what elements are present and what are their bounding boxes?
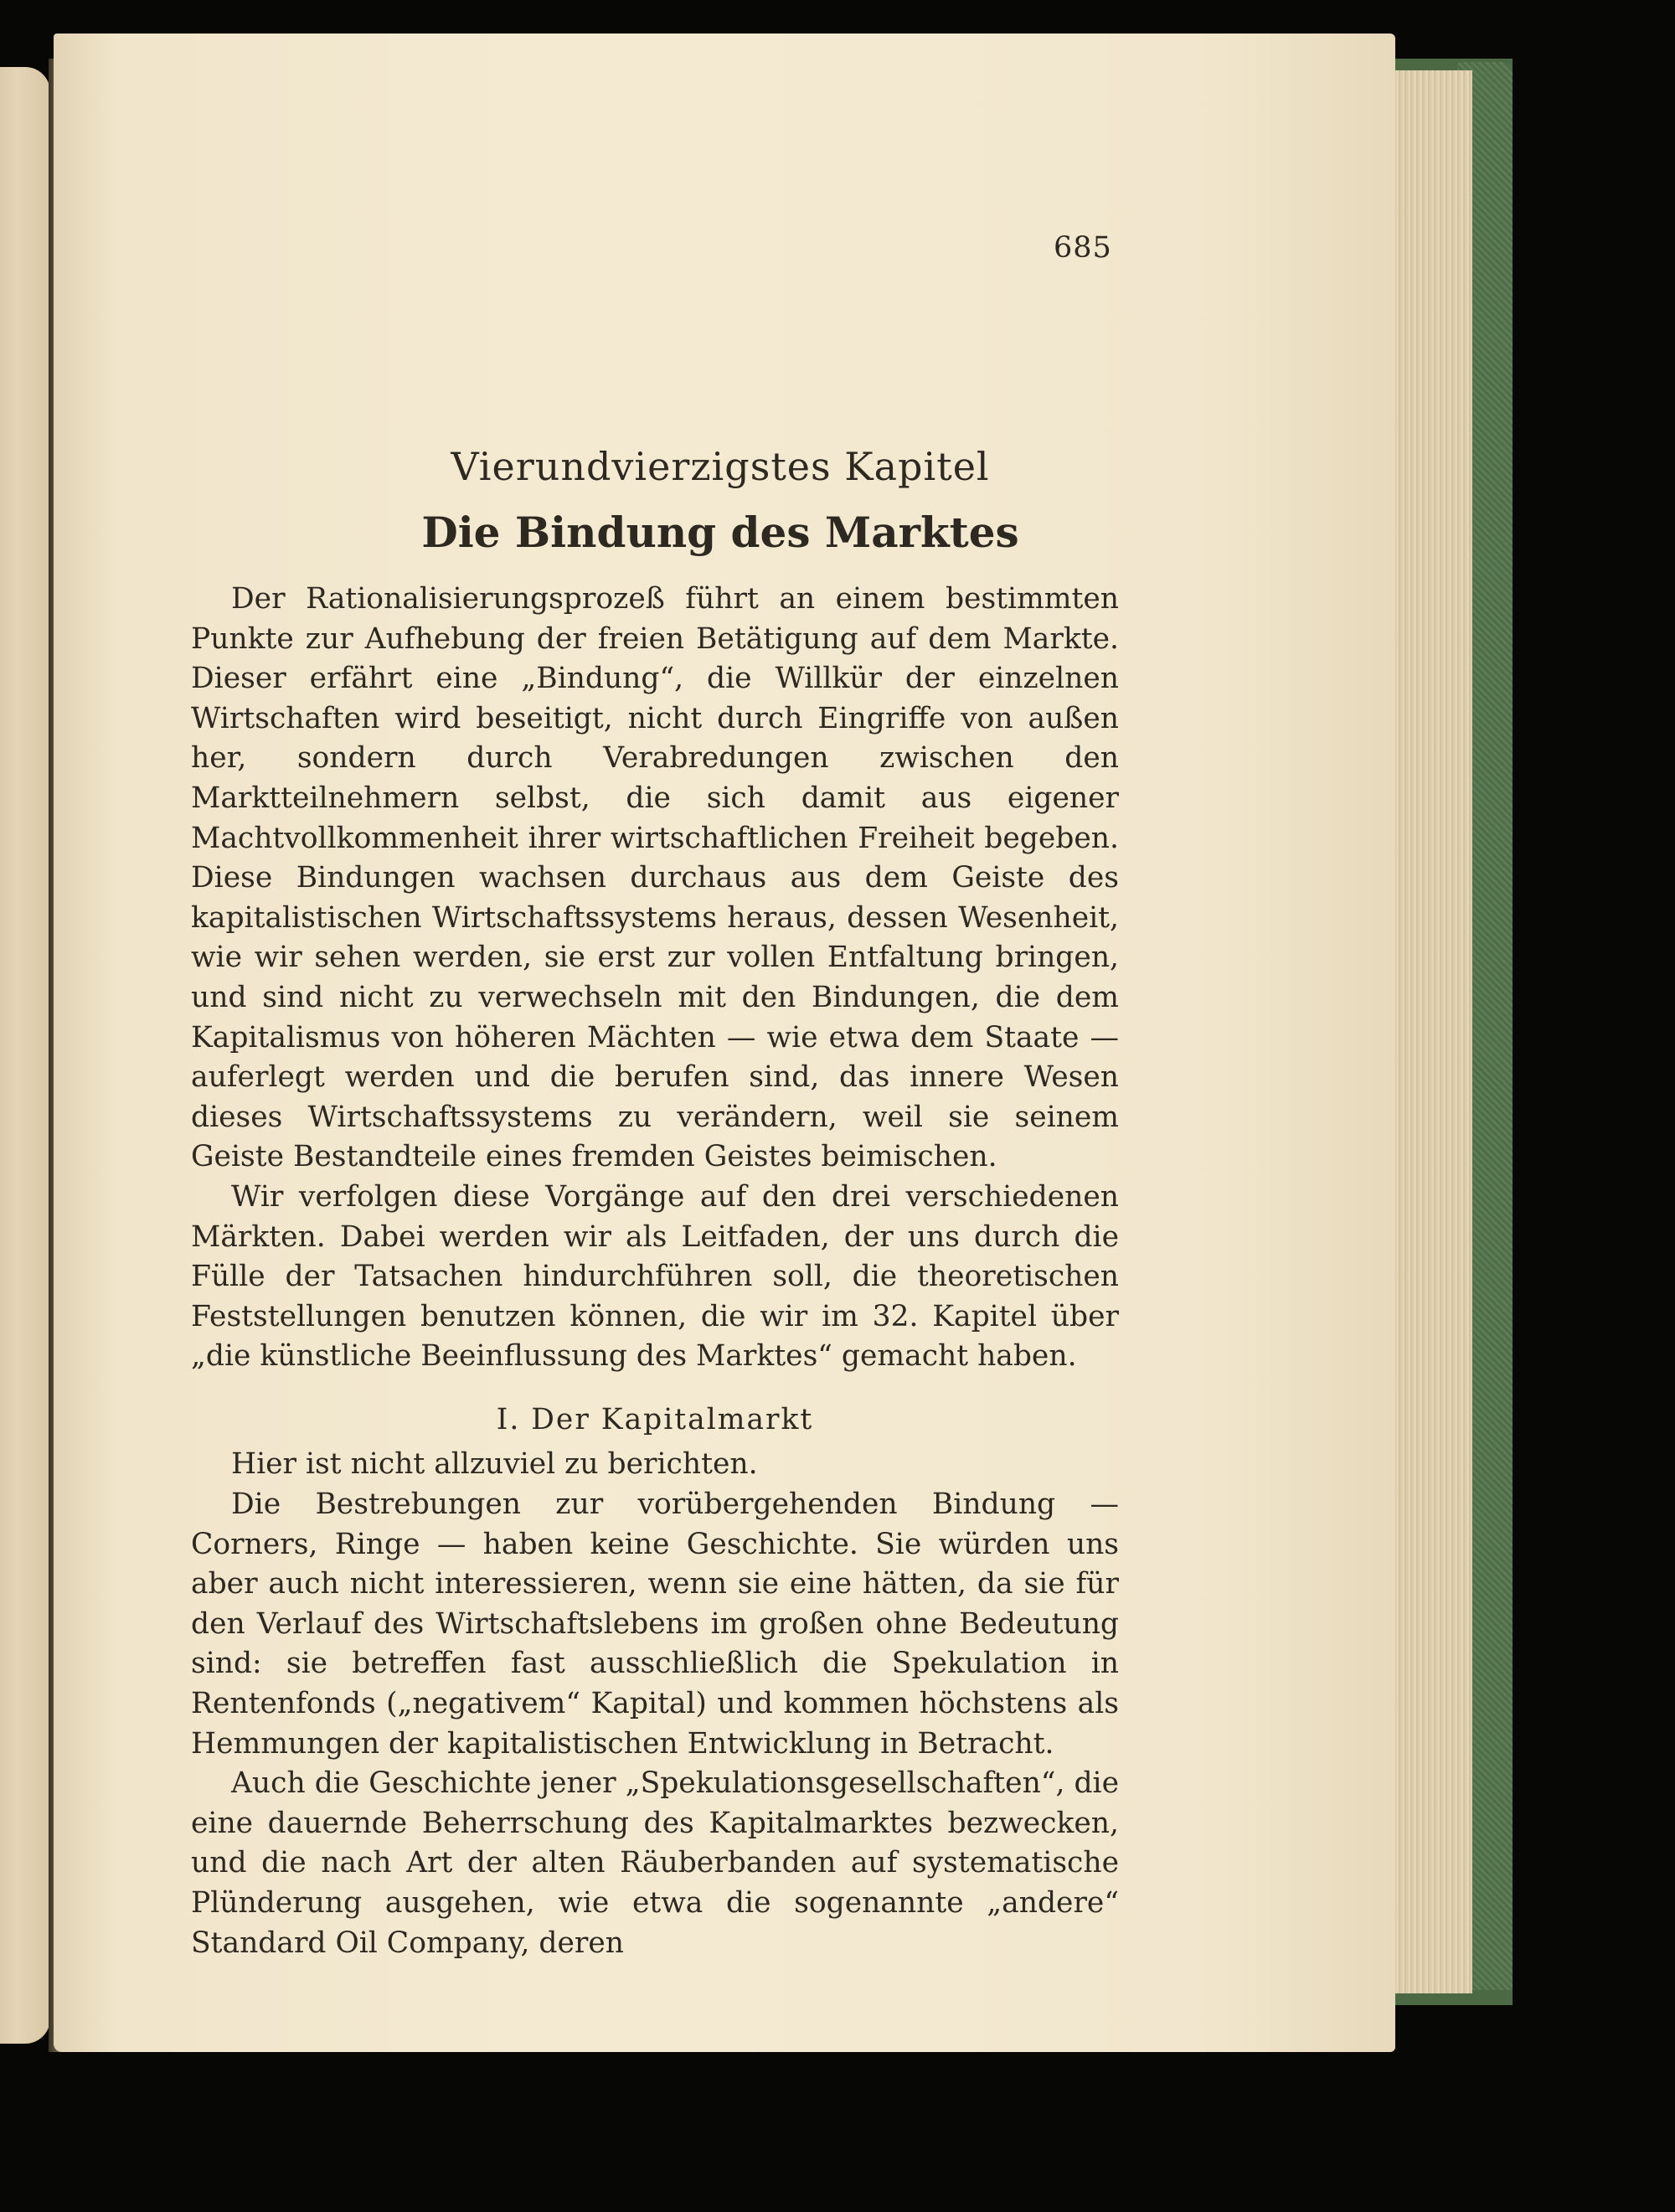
page-number: 685 <box>1054 231 1112 265</box>
page-block-edge <box>1395 70 1472 1993</box>
left-page-edge <box>0 67 50 2044</box>
paragraph: Auch die Geschichte jener „Spekulationsgesellschaften“, die eine dauernde Beherrschung des Kapitalmarktes bezwecken, und die nach Art der alten Räuberbanden auf systematische Plünderung ausgehen, wie etwa die sogenannte „andere“ Standard Oil Company, deren <box>191 1766 1119 1960</box>
paragraph: Der Rationalisierungsprozeß führt an einem bestimmten Punkte zur Aufhebung der freien Betätigung auf dem Markte. Dieser erfährt eine „Bindung“, die Willkür der einzelnen Wirtschaften wird beseitigt, nicht durch Eingriffe von außen her, sondern durch Verabredungen zwischen den Marktteilnehmern selbst, die sich damit aus eigener Machtvollkommenheit ihrer wirtschaftlichen Freiheit begeben. Diese Bindungen wachsen durchaus aus dem Geiste des kapitalistischen Wirtschaftssystems heraus, dessen Wesenheit, wie wir sehen werden, sie erst zur vollen Entfaltung bringen, und sind nicht zu verwechseln mit den Bindungen, die dem Kapitalismus von höheren Mächten — wie etwa dem Staate — auferlegt werden und die berufen sind, das innere Wesen dieses Wirtschaftssystems zu verändern, weil sie seinem Geiste Bestandteile eines fremden Geistes beimischen. <box>191 582 1119 1174</box>
paragraph: Hier ist nicht allzuviel zu berichten. <box>231 1447 758 1482</box>
paragraph: Wir verfolgen diese Vorgänge auf den drei verschiedenen Märkten. Dabei werden wir als Leitfaden, der uns durch die Fülle der Tatsachen hindurchführen soll, die theoretischen Feststellungen benutzen können, die wir im 32. Kapitel über „die künstliche Beeinflussung des Marktes“ gemacht haben. <box>191 1179 1119 1374</box>
main-title: Die Bindung des Marktes <box>421 508 1019 557</box>
body-text <box>191 580 1119 1963</box>
chapter-title: Vierundvierzigstes Kapitel <box>451 444 990 489</box>
paragraph: Die Bestrebungen zur vorübergehenden Bindung — Corners, Ringe — haben keine Geschichte. Sie würden uns aber auch nicht interessieren, wenn sie eine hätten, da sie für den Verlauf des Wirtschaftslebens im großen ohne Bedeutung sind: sie betreffen fast ausschließlich die Spekulation in Rentenfonds („negativem“ Kapital) und kommen höchstens als Hemmungen der kapitalistischen Entwicklung in Betracht. <box>191 1488 1119 1761</box>
section-heading: I. Der Kapitalmarkt <box>496 1402 814 1436</box>
